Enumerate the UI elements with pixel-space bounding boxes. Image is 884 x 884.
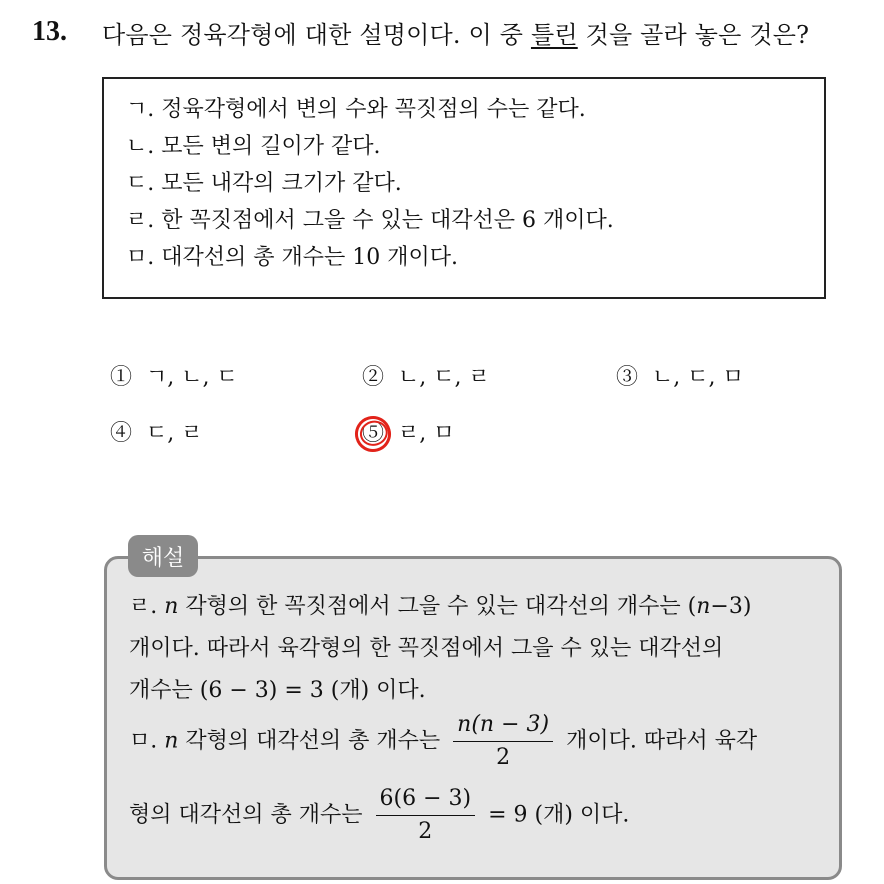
explanation-label: 해설: [128, 535, 198, 577]
explanation-line-5: [129, 785, 629, 846]
choice-5-text: ㄹ, ㅁ: [398, 421, 455, 446]
statement-2: ㄴ. 모든 변의 길이가 같다.: [126, 134, 381, 159]
choice-1[interactable]: [110, 358, 238, 398]
choice-3[interactable]: [616, 358, 744, 398]
exp-l4-var: n: [164, 728, 179, 754]
choice-1-marker: ①: [110, 365, 133, 390]
choice-2-text: ㄴ, ㄷ, ㄹ: [398, 365, 490, 390]
explanation-line-3: 개수는 (6 − 3) = 3 (개) 이다.: [129, 678, 426, 703]
answer-choices: [110, 358, 830, 468]
exp-l1-var: n: [164, 594, 179, 619]
exp-l5-end: = 9 (개) 이다.: [488, 802, 630, 828]
exp-l5-start: 형의 대각선의 총 개수는: [129, 802, 363, 828]
choice-1-text: ㄱ, ㄴ, ㄷ: [146, 365, 238, 390]
fraction-2-numerator: 6(6 − 3): [376, 785, 476, 816]
exp-l1-var2: n: [696, 594, 711, 619]
statement-3: ㄷ. 모든 내각의 크기가 같다.: [126, 171, 402, 196]
choice-2[interactable]: [362, 358, 490, 398]
exp-l4-mid: 각형의 대각선의 총 개수는: [178, 728, 441, 754]
exp-l4-prefix: ㅁ.: [129, 728, 165, 754]
choice-4-marker: ④: [110, 421, 133, 446]
choice-2-marker: ②: [362, 365, 385, 390]
question-text-before: 다음은 정육각형에 대한 설명이다. 이 중: [102, 20, 531, 49]
question-text-after: 것을 골라 놓은 것은?: [577, 20, 810, 49]
explanation-line-2: 개이다. 따라서 육각형의 한 꼭짓점에서 그을 수 있는 대각선의: [129, 636, 724, 661]
choice-3-marker: ③: [616, 365, 639, 390]
exp-l1-rest: 각형의 한 꼭짓점에서 그을 수 있는 대각선의 개수는 (: [178, 594, 697, 619]
choice-5-marker: ⑤: [362, 421, 385, 446]
fraction-1-numerator: n(n − 3): [453, 711, 553, 742]
question-number: 13.: [32, 16, 67, 47]
exp-l1-prefix: ㄹ.: [129, 594, 165, 619]
explanation-line-4: [129, 711, 757, 772]
fraction-2: [376, 785, 476, 846]
question-header: [32, 12, 809, 52]
choice-3-text: ㄴ, ㄷ, ㅁ: [652, 365, 744, 390]
fraction-1: [453, 711, 553, 772]
explanation-box: [104, 556, 842, 880]
question-text: [102, 15, 809, 50]
fraction-1-denominator: 2: [496, 745, 511, 770]
statement-1: ㄱ. 정육각형에서 변의 수와 꼭짓점의 수는 같다.: [126, 97, 586, 122]
explanation-line-1: [129, 589, 751, 620]
choice-4[interactable]: [110, 414, 203, 454]
exp-l4-end: 개이다. 따라서 육각: [566, 728, 758, 754]
choice-4-text: ㄷ, ㄹ: [146, 421, 203, 446]
exp-l1-end: −3): [710, 594, 752, 619]
fraction-2-denominator: 2: [418, 819, 433, 844]
statement-box: [102, 77, 826, 299]
statement-5: ㅁ. 대각선의 총 개수는 10 개이다.: [126, 245, 458, 270]
underlined-word: 틀린: [530, 20, 578, 49]
statement-4: ㄹ. 한 꼭짓점에서 그을 수 있는 대각선은 6 개이다.: [126, 208, 614, 233]
